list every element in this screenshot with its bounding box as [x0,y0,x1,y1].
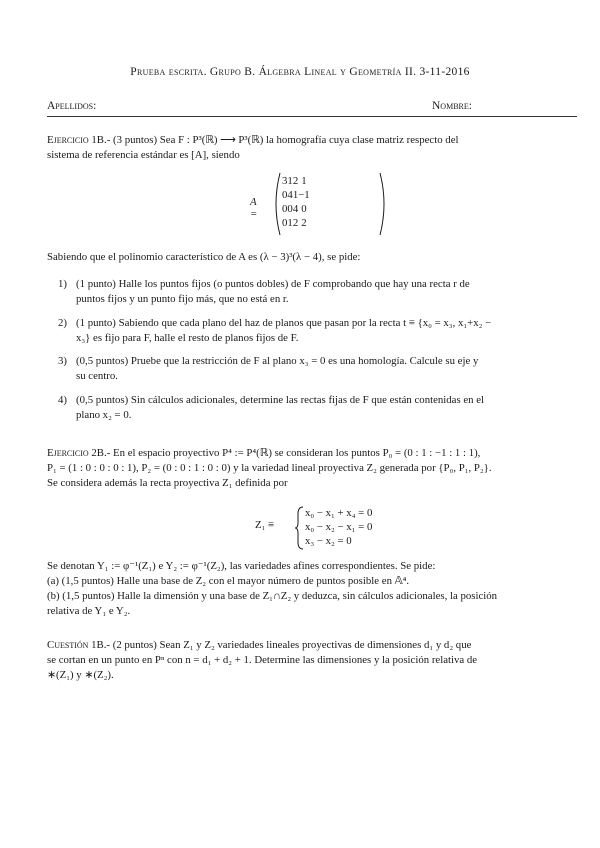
exercise1-heading: Ejercicio 1B.- [47,134,111,146]
item-number: 3) [58,355,67,367]
system-label: Z₁ ≡ [255,519,275,531]
exercise1-intro-line1: (3 puntos) Sea F : P³(ℝ) ⟶ P³(ℝ) la homografía cuya clase matriz respecto del [113,134,459,146]
matrix-cell: 0 [282,189,288,201]
matrix-cell: −1 [298,189,310,201]
system-equation: x₀ − x₁ + x₄ = 0 [305,507,373,519]
matrix-label: A = [250,196,258,220]
question1-line3: ∗(Z₁) y ∗(Z₂). [47,669,114,681]
matrix-row [282,188,310,202]
item-line: x₃} es fijo para F, halle el resto de planos fijos de F. [76,332,299,344]
exercise2-tasks [47,559,574,619]
exercise1-intro [47,133,574,163]
item-line: puntos fijos y un punto fijo más, que no está en r. [76,293,289,305]
matrix-cell: 4 [292,203,299,215]
header-divider [47,116,577,117]
question1-line1: (2 puntos) Sean Z₁ y Z₂ variedades lineales proyectivas de dimensiones d₁ y d₂ que [112,639,472,651]
matrix-row [282,174,310,188]
matrix-cell: 2 [301,217,307,229]
matrix-row [282,216,310,230]
matrix-cell: 1 [301,175,307,187]
matrix-cell: 2 [292,217,299,229]
exercise2-part-b-line1: (b) (1,5 puntos) Halle la dimensión y una base de Z₁∩Z₂ y deduzca, sin cálculos adicionales, la posición [47,590,498,602]
question1 [47,638,574,683]
matrix-cell: 0 [282,203,288,215]
matrix-cell: 0 [282,217,288,229]
exercise2-intro [47,446,574,491]
matrix-cell: 0 [287,203,293,215]
matrix-cell: 4 [287,189,293,201]
item-number: 1) [58,278,67,290]
matrix-cell: 2 [292,175,299,187]
student-header [47,100,567,112]
system-equation: x₀ − x₂ − x₁ = 0 [305,521,373,533]
question1-heading: Cuestión 1B.- [47,639,111,651]
item-line: (1 punto) Sabiendo que cada plano del haz de planos que pasan por la recta t ≡ {x₀ = x₃, x₁+x₂ − [76,317,492,329]
item-line: plano x₂ = 0. [76,409,132,421]
exercise1-item-2 [58,316,574,346]
system-brace [295,506,305,550]
exercise2-part-a: (a) (1,5 puntos) Halle una base de Z₂ con el mayor número de puntos posible en 𝔸⁴. [47,575,410,587]
exercise1-item-4 [58,393,574,423]
matrix-row [282,202,310,216]
question1-line2: se cortan en un punto en Pⁿ con n = d₁ + d₂ + 1. Determine las dimensiones y la posición relativa de [47,654,478,666]
item-line: (0,5 puntos) Pruebe que la restricción de F al plano x₃ = 0 es una homología. Calcule su eje y [76,355,479,367]
matrix-cell: 1 [287,175,293,187]
exercise2-heading: Ejercicio 2B.- [47,447,111,459]
exercise1-intro-line2: sistema de referencia estándar es [A], siendo [47,149,240,161]
matrix-cell: 0 [301,203,307,215]
matrix-cell: 3 [282,175,288,187]
matrix-cell: 1 [292,189,299,201]
exercise1-item-1 [58,277,574,307]
surname-label: Apellidos: [47,100,97,112]
item-number: 4) [58,394,67,406]
exercise2-line1: En el espacio proyectivo P⁴ := P⁴(ℝ) se consideran los puntos P₀ = (0 : 1 : −1 : 1 : 1), [113,447,481,459]
item-line: (1 punto) Halle los puntos fijos (o puntos dobles) de F comprobando que hay una recta r de [76,278,470,290]
item-number: 2) [58,317,67,329]
exercise1-item-3 [58,354,574,384]
exercise2-line4: Se denotan Y₁ := φ⁻¹(Z₁) e Y₂ := φ⁻¹(Z₂), las variedades afines correspondientes. Se pide: [47,560,436,572]
exercise2-part-b-line2: relativa de Y₁ e Y₂. [47,605,131,617]
exercise2-line3: Se considera además la recta proyectiva Z₁ definida por [47,477,288,489]
item-line: (0,5 puntos) Sin cálculos adicionales, determine las rectas fijas de F que están contenidas en el [76,394,485,406]
system-equation: x₃ − x₂ = 0 [305,535,352,547]
name-label: Nombre: [432,100,472,112]
char-poly-statement: Sabiendo que el polinomio característico de A es (λ − 3)³(λ − 4), se pide: [47,251,361,263]
exercise2-line2: P₁ = (1 : 0 : 0 : 0 : 1), P₂ = (0 : 0 : 1 : 0 : 0) y la variedad lineal proyectiva Z₂ generada por {P₀, P₁, P₂}. [47,462,492,474]
page-title: Prueba escrita. Grupo B. Álgebra Lineal y Geometría II. 3-11-2016 [130,66,470,78]
matrix-table [282,174,310,230]
system-equations [305,506,372,548]
matrix-cell: 1 [287,217,293,229]
item-line: su centro. [76,370,118,382]
